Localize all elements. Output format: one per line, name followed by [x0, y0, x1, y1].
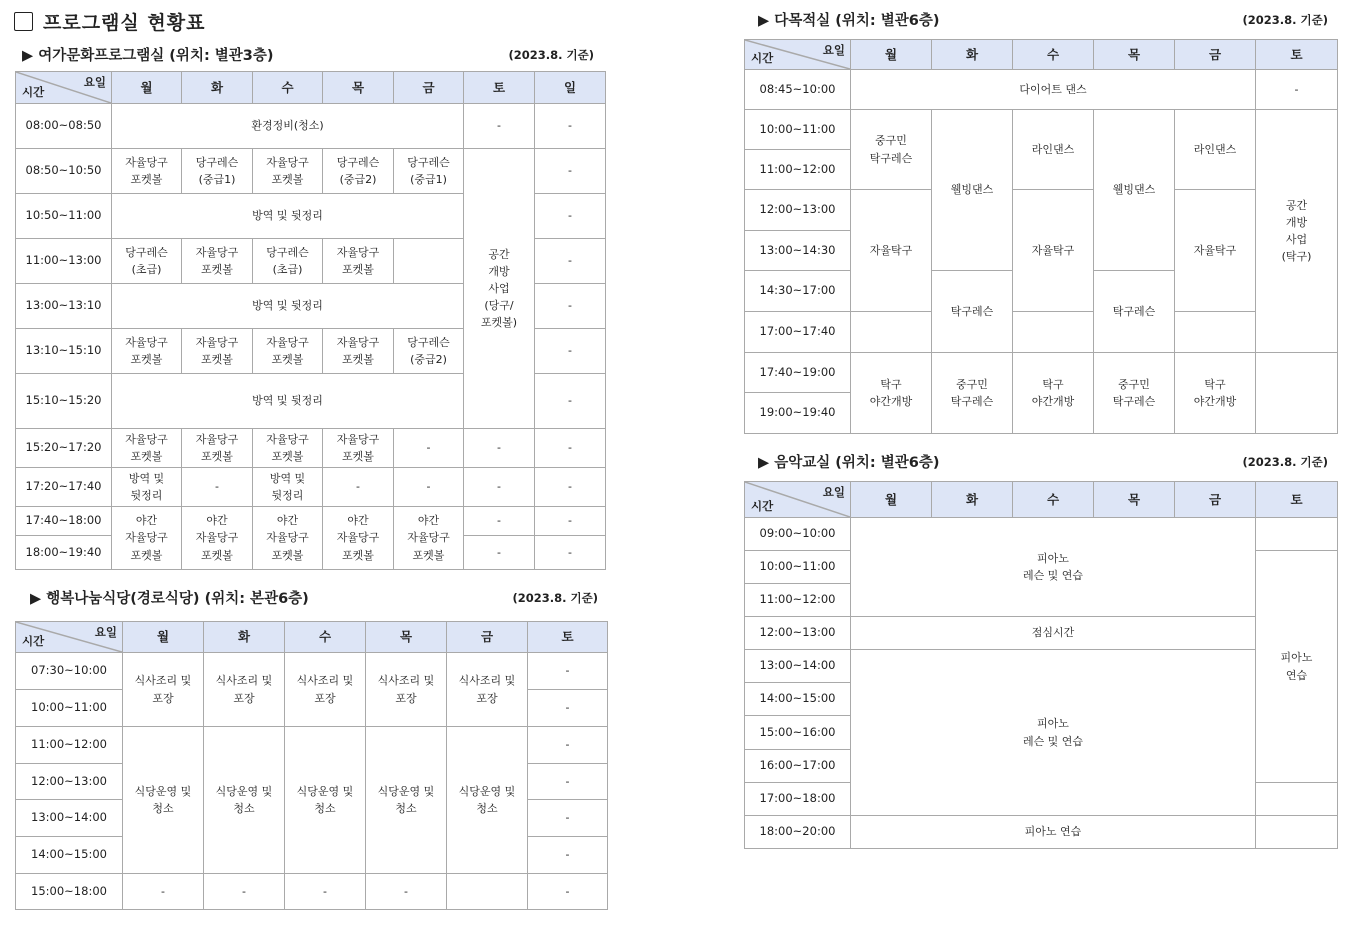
schedule-cell: 식사조리 및 포장: [123, 653, 204, 727]
schedule-cell: 자율당구 포켓볼: [253, 329, 323, 374]
schedule-cell: 방역 및 뒷정리: [112, 468, 182, 507]
schedule-cell: 식사조리 및 포장: [447, 653, 528, 727]
corner-time-label: 시간: [751, 51, 774, 66]
schedule-cell: 자율당구 포켓볼: [112, 329, 182, 374]
day-header: 수: [1013, 482, 1094, 518]
schedule-cell: 중구민 탁구레슨: [851, 110, 932, 190]
day-header: 목: [366, 622, 447, 653]
multi-schedule-table: [744, 39, 1338, 434]
schedule-cell: 탁구 야간개방: [1175, 353, 1256, 434]
day-header: 화: [932, 40, 1013, 70]
schedule-cell: -: [528, 837, 608, 874]
corner-time-label: 시간: [22, 634, 45, 649]
time-slot: 17:20~17:40: [16, 468, 112, 507]
schedule-cell: 방역 및 뒷정리: [112, 194, 464, 239]
schedule-cell: 중구민 탁구레슨: [1094, 353, 1175, 434]
schedule-cell: 탁구 야간개방: [851, 353, 932, 434]
schedule-cell: [1256, 518, 1338, 551]
day-header: 월: [123, 622, 204, 653]
schedule-cell: 자율당구 포켓볼: [182, 429, 253, 468]
open-space-cell: 공간 개방 사업 (탁구): [1256, 110, 1338, 353]
time-slot: 13:00~14:30: [745, 231, 851, 271]
day-header: 금: [447, 622, 528, 653]
corner-day-label: 요일: [94, 625, 117, 639]
schedule-cell: 식사조리 및 포장: [204, 653, 285, 727]
schedule-cell: 다이어트 댄스: [851, 70, 1256, 110]
day-header: 목: [1094, 482, 1175, 518]
day-header: 수: [285, 622, 366, 653]
schedule-cell: -: [323, 468, 394, 507]
schedule-cell: 식사조리 및 포장: [366, 653, 447, 727]
day-header: 토: [464, 72, 535, 104]
open-space-cell: 공간 개방 사업 (당구/ 포켓볼): [464, 149, 535, 429]
schedule-cell: 점심시간: [851, 617, 1256, 650]
schedule-cell: [1013, 312, 1094, 353]
time-slot: 13:10~15:10: [16, 329, 112, 374]
schedule-cell: 탁구레슨: [932, 271, 1013, 353]
schedule-cell: 중구민 탁구레슨: [932, 353, 1013, 434]
time-slot: 15:00~18:00: [16, 874, 123, 910]
time-slot: 15:10~15:20: [16, 374, 112, 429]
schedule-cell: 자율당구 포켓볼: [253, 429, 323, 468]
time-slot: 11:00~13:00: [16, 239, 112, 284]
schedule-cell: 자율당구 포켓볼: [323, 329, 394, 374]
schedule-cell: -: [535, 239, 606, 284]
table-corner-header: [745, 482, 851, 518]
schedule-cell: 피아노 레슨 및 연습: [851, 650, 1256, 816]
music-schedule-table: [744, 481, 1338, 849]
schedule-cell: 라인댄스: [1175, 110, 1256, 190]
schedule-cell: [1256, 816, 1338, 849]
schedule-cell: 식당운영 및 청소: [123, 727, 204, 874]
page-title-row: [14, 8, 205, 34]
day-header: 화: [204, 622, 285, 653]
schedule-cell: -: [528, 727, 608, 764]
checkbox-icon: [14, 12, 33, 31]
corner-time-label: 시간: [751, 499, 774, 514]
time-slot: 18:00~19:40: [16, 536, 112, 570]
schedule-cell: 자율당구 포켓볼: [112, 429, 182, 468]
schedule-cell: 방역 및 뒷정리: [112, 374, 464, 429]
schedule-cell: -: [528, 764, 608, 800]
schedule-cell: 자율탁구: [851, 190, 932, 312]
schedule-cell: 웰빙댄스: [932, 110, 1013, 271]
time-slot: 07:30~10:00: [16, 653, 123, 690]
schedule-cell: 웰빙댄스: [1094, 110, 1175, 271]
day-header: 월: [112, 72, 182, 104]
schedule-cell: 당구레슨 (중급1): [394, 149, 464, 194]
schedule-cell: 자율탁구: [1175, 190, 1256, 312]
schedule-cell: [447, 874, 528, 910]
time-slot: 14:00~15:00: [745, 683, 851, 716]
schedule-cell: 식당운영 및 청소: [366, 727, 447, 874]
time-slot: 11:00~12:00: [745, 584, 851, 617]
table-corner-header: [16, 72, 112, 104]
schedule-cell: -: [285, 874, 366, 910]
corner-day-label: 요일: [83, 75, 106, 89]
schedule-cell: 자율당구 포켓볼: [112, 149, 182, 194]
schedule-cell: 라인댄스: [1013, 110, 1094, 190]
table-corner-header: [16, 622, 123, 653]
schedule-cell: -: [464, 468, 535, 507]
schedule-cell: -: [535, 284, 606, 329]
schedule-cell: 식사조리 및 포장: [285, 653, 366, 727]
schedule-cell: -: [535, 194, 606, 239]
leisure-section-date: (2023.8. 기준): [508, 48, 594, 62]
schedule-cell: 자율당구 포켓볼: [323, 239, 394, 284]
schedule-cell: -: [528, 874, 608, 910]
time-slot: 08:50~10:50: [16, 149, 112, 194]
day-header: 수: [1013, 40, 1094, 70]
schedule-cell: 야간 자율당구 포켓볼: [394, 507, 464, 570]
schedule-cell: [1256, 783, 1338, 816]
schedule-cell: 식당운영 및 청소: [285, 727, 366, 874]
page-title: 프로그램실 현황표: [43, 11, 206, 34]
time-slot: 12:00~13:00: [745, 617, 851, 650]
time-slot: 08:00~08:50: [16, 104, 112, 149]
schedule-cell: 당구레슨 (초급): [253, 239, 323, 284]
schedule-cell: 야간 자율당구 포켓볼: [182, 507, 253, 570]
schedule-cell: 야간 자율당구 포켓볼: [253, 507, 323, 570]
time-slot: 11:00~12:00: [16, 727, 123, 764]
day-header: 목: [1094, 40, 1175, 70]
music-section-title: ▶ 음악교실 (위치: 별관6층): [758, 455, 940, 471]
leisure-schedule-table: [15, 71, 606, 570]
schedule-cell: 당구레슨 (중급2): [323, 149, 394, 194]
schedule-cell: 자율당구 포켓볼: [323, 429, 394, 468]
schedule-cell: -: [182, 468, 253, 507]
time-slot: 10:50~11:00: [16, 194, 112, 239]
day-header: 금: [394, 72, 464, 104]
schedule-cell: 자율당구 포켓볼: [182, 239, 253, 284]
schedule-cell: -: [464, 104, 535, 149]
schedule-cell: 당구레슨 (초급): [112, 239, 182, 284]
table-corner-header: [745, 40, 851, 70]
time-slot: 08:45~10:00: [745, 70, 851, 110]
day-header: 월: [851, 482, 932, 518]
schedule-cell: -: [535, 536, 606, 570]
time-slot: 16:00~17:00: [745, 750, 851, 783]
day-header: 화: [182, 72, 253, 104]
schedule-cell: 피아노 연습: [1256, 551, 1338, 783]
time-slot: 12:00~13:00: [745, 190, 851, 231]
time-slot: 13:00~14:00: [16, 800, 123, 837]
time-slot: 10:00~11:00: [745, 551, 851, 584]
schedule-cell: 방역 및 뒷정리: [253, 468, 323, 507]
day-header: 토: [1256, 482, 1338, 518]
time-slot: 14:30~17:00: [745, 271, 851, 312]
schedule-cell: -: [535, 149, 606, 194]
time-slot: 12:00~13:00: [16, 764, 123, 800]
schedule-cell: 야간 자율당구 포켓볼: [323, 507, 394, 570]
schedule-cell: -: [528, 690, 608, 727]
schedule-cell: -: [464, 507, 535, 536]
day-header: 금: [1175, 482, 1256, 518]
schedule-cell: 당구레슨 (중급2): [394, 329, 464, 374]
schedule-cell: 자율당구 포켓볼: [253, 149, 323, 194]
multi-section-title: ▶ 다목적실 (위치: 별관6층): [758, 13, 940, 29]
schedule-cell: 피아노 레슨 및 연습: [851, 518, 1256, 617]
time-slot: 10:00~11:00: [16, 690, 123, 727]
schedule-cell: -: [464, 429, 535, 468]
schedule-cell: -: [394, 468, 464, 507]
schedule-cell: 탁구 야간개방: [1013, 353, 1094, 434]
schedule-cell: [1175, 312, 1256, 353]
time-slot: 13:00~13:10: [16, 284, 112, 329]
leisure-section-title: ▶ 여가문화프로그램실 (위치: 별관3층): [22, 48, 274, 64]
day-header: 목: [323, 72, 394, 104]
schedule-cell: -: [204, 874, 285, 910]
schedule-cell: 방역 및 뒷정리: [112, 284, 464, 329]
schedule-cell: -: [1256, 70, 1338, 110]
schedule-cell: -: [528, 800, 608, 837]
day-header: 화: [932, 482, 1013, 518]
schedule-cell: 환경정비(청소): [112, 104, 464, 149]
time-slot: 15:00~16:00: [745, 716, 851, 750]
time-slot: 15:20~17:20: [16, 429, 112, 468]
schedule-cell: [394, 239, 464, 284]
schedule-cell: -: [464, 536, 535, 570]
time-slot: 17:40~18:00: [16, 507, 112, 536]
schedule-cell: -: [366, 874, 447, 910]
schedule-cell: 자율탁구: [1013, 190, 1094, 312]
schedule-cell: -: [535, 374, 606, 429]
music-section-date: (2023.8. 기준): [1242, 455, 1328, 469]
day-header: 토: [528, 622, 608, 653]
corner-day-label: 요일: [822, 485, 845, 499]
schedule-cell: 야간 자율당구 포켓볼: [112, 507, 182, 570]
corner-day-label: 요일: [822, 43, 845, 57]
schedule-cell: 자율당구 포켓볼: [182, 329, 253, 374]
schedule-cell: -: [535, 329, 606, 374]
schedule-cell: 식당운영 및 청소: [204, 727, 285, 874]
day-header: 토: [1256, 40, 1338, 70]
time-slot: 18:00~20:00: [745, 816, 851, 849]
schedule-cell: 탁구레슨: [1094, 271, 1175, 353]
schedule-cell: -: [535, 468, 606, 507]
time-slot: 19:00~19:40: [745, 393, 851, 434]
day-header: 일: [535, 72, 606, 104]
schedule-cell: -: [123, 874, 204, 910]
dining-section-title: ▶ 행복나눔식당(경로식당) (위치: 본관6층): [30, 591, 309, 607]
schedule-cell: 식당운영 및 청소: [447, 727, 528, 874]
corner-time-label: 시간: [22, 85, 45, 100]
schedule-cell: 당구레슨 (중급1): [182, 149, 253, 194]
schedule-cell: 피아노 연습: [851, 816, 1256, 849]
schedule-cell: -: [394, 429, 464, 468]
day-header: 금: [1175, 40, 1256, 70]
schedule-cell: -: [535, 104, 606, 149]
day-header: 수: [253, 72, 323, 104]
time-slot: 09:00~10:00: [745, 518, 851, 551]
dining-schedule-table: [15, 621, 608, 910]
schedule-cell: [851, 312, 932, 353]
time-slot: 13:00~14:00: [745, 650, 851, 683]
time-slot: 10:00~11:00: [745, 110, 851, 150]
time-slot: 17:00~17:40: [745, 312, 851, 353]
schedule-cell: -: [528, 653, 608, 690]
day-header: 월: [851, 40, 932, 70]
schedule-cell: -: [535, 429, 606, 468]
time-slot: 17:40~19:00: [745, 353, 851, 393]
time-slot: 17:00~18:00: [745, 783, 851, 816]
schedule-cell: -: [535, 507, 606, 536]
multi-section-date: (2023.8. 기준): [1242, 13, 1328, 27]
time-slot: 14:00~15:00: [16, 837, 123, 874]
schedule-cell: [1256, 353, 1338, 434]
dining-section-date: (2023.8. 기준): [512, 591, 598, 605]
time-slot: 11:00~12:00: [745, 150, 851, 190]
